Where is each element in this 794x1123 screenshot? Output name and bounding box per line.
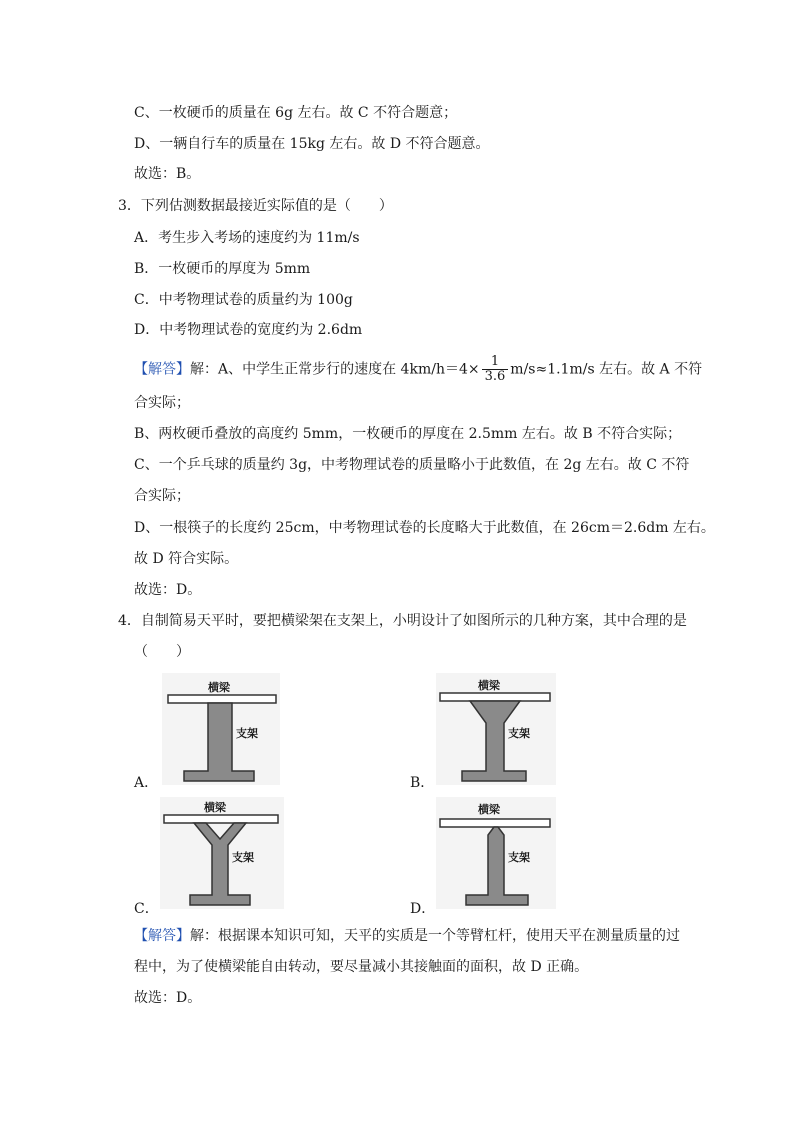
answer-tag: 【解答】: [134, 928, 190, 944]
q3-answer-a-cont: 合实际；: [134, 395, 190, 411]
figure-c-label: C．: [134, 901, 159, 917]
figure-d-beam-label: 横梁: [478, 804, 500, 816]
q3-option-b: B．一枚硬币的厚度为 5mm: [134, 261, 311, 277]
figure-b-label: B．: [410, 775, 435, 791]
q3-option-d: D．中考物理试卷的宽度约为 2.6dm: [134, 322, 363, 338]
figure-d-label: D．: [410, 901, 436, 917]
fraction-denominator: 3.6: [484, 369, 506, 384]
figure-d-stand-label: 支架: [508, 852, 530, 864]
prev-option-c-explanation: C、一枚硬币的质量在 6g 左右。故 C 不符合题意；: [134, 105, 458, 121]
figure-a-beam-label: 横梁: [208, 682, 230, 694]
q4-answer-2: 程中，为了使横梁能自由转动，要尽量减小其接触面的面积，故 D 正确。: [134, 959, 589, 975]
q4-answer-1-text: 解：根据课本知识可知，天平的实质是一个等臂杠杆，使用天平在测量质量的过: [190, 928, 680, 944]
q3-option-c: C．中考物理试卷的质量约为 100g: [134, 292, 353, 308]
answer-a-post: m/s≈1.1m/s 左右。故 A 不符: [510, 361, 703, 378]
prev-choice: 故选：B。: [134, 166, 201, 182]
figure-b-stand-label: 支架: [508, 728, 530, 740]
q3-answer-b: B、两枚硬币叠放的高度约 5mm，一枚硬币的厚度在 2.5mm 左右。故 B 不符合实际；: [134, 426, 682, 442]
q3-choice: 故选：D。: [134, 582, 202, 598]
q3-answer-d-1: D、一根筷子的长度约 25cm，中考物理试卷的长度略大于此数值，在 26cm＝2.6dm 左右。: [134, 520, 715, 536]
fraction: [482, 355, 509, 384]
figure-a-label: A．: [134, 775, 159, 791]
figure-d: [436, 797, 556, 909]
q4-answer-1: [134, 926, 680, 946]
q3-option-a: A．考生步入考场的速度约为 11m/s: [134, 230, 360, 246]
answer-tag: 【解答】: [134, 361, 190, 378]
figure-c-beam-label: 横梁: [204, 802, 226, 814]
figure-a-stand-label: 支架: [236, 728, 258, 740]
q3-stem: 3．下列估测数据最接近实际值的是（ ）: [118, 198, 393, 214]
q3-answer-a: [134, 355, 702, 384]
figure-a: [162, 673, 280, 785]
q4-stem: 4．自制简易天平时，要把横梁架在支架上，小明设计了如图所示的几种方案，其中合理的是: [118, 613, 687, 629]
figure-c-stand-label: 支架: [232, 852, 254, 864]
figure-b: [436, 673, 556, 785]
q3-answer-d-2: 故 D 符合实际。: [134, 551, 239, 567]
figure-b-beam-label: 横梁: [478, 680, 500, 692]
prev-option-d-explanation: D、一辆自行车的质量在 15kg 左右。故 D 不符合题意。: [134, 136, 490, 152]
q4-choice: 故选：D。: [134, 990, 202, 1006]
q3-answer-c-1: C、一个乒乓球的质量约 3g，中考物理试卷的质量略小于此数值，在 2g 左右。故 C 不符: [134, 457, 690, 473]
figure-c: [160, 797, 284, 909]
q3-answer-c-2: 合实际；: [134, 488, 190, 504]
answer-a-pre: 解：A、中学生正常步行的速度在 4km/h＝4×: [190, 361, 480, 378]
q4-stem-bracket: （ ）: [134, 644, 190, 660]
fraction-numerator: 1: [482, 355, 509, 370]
